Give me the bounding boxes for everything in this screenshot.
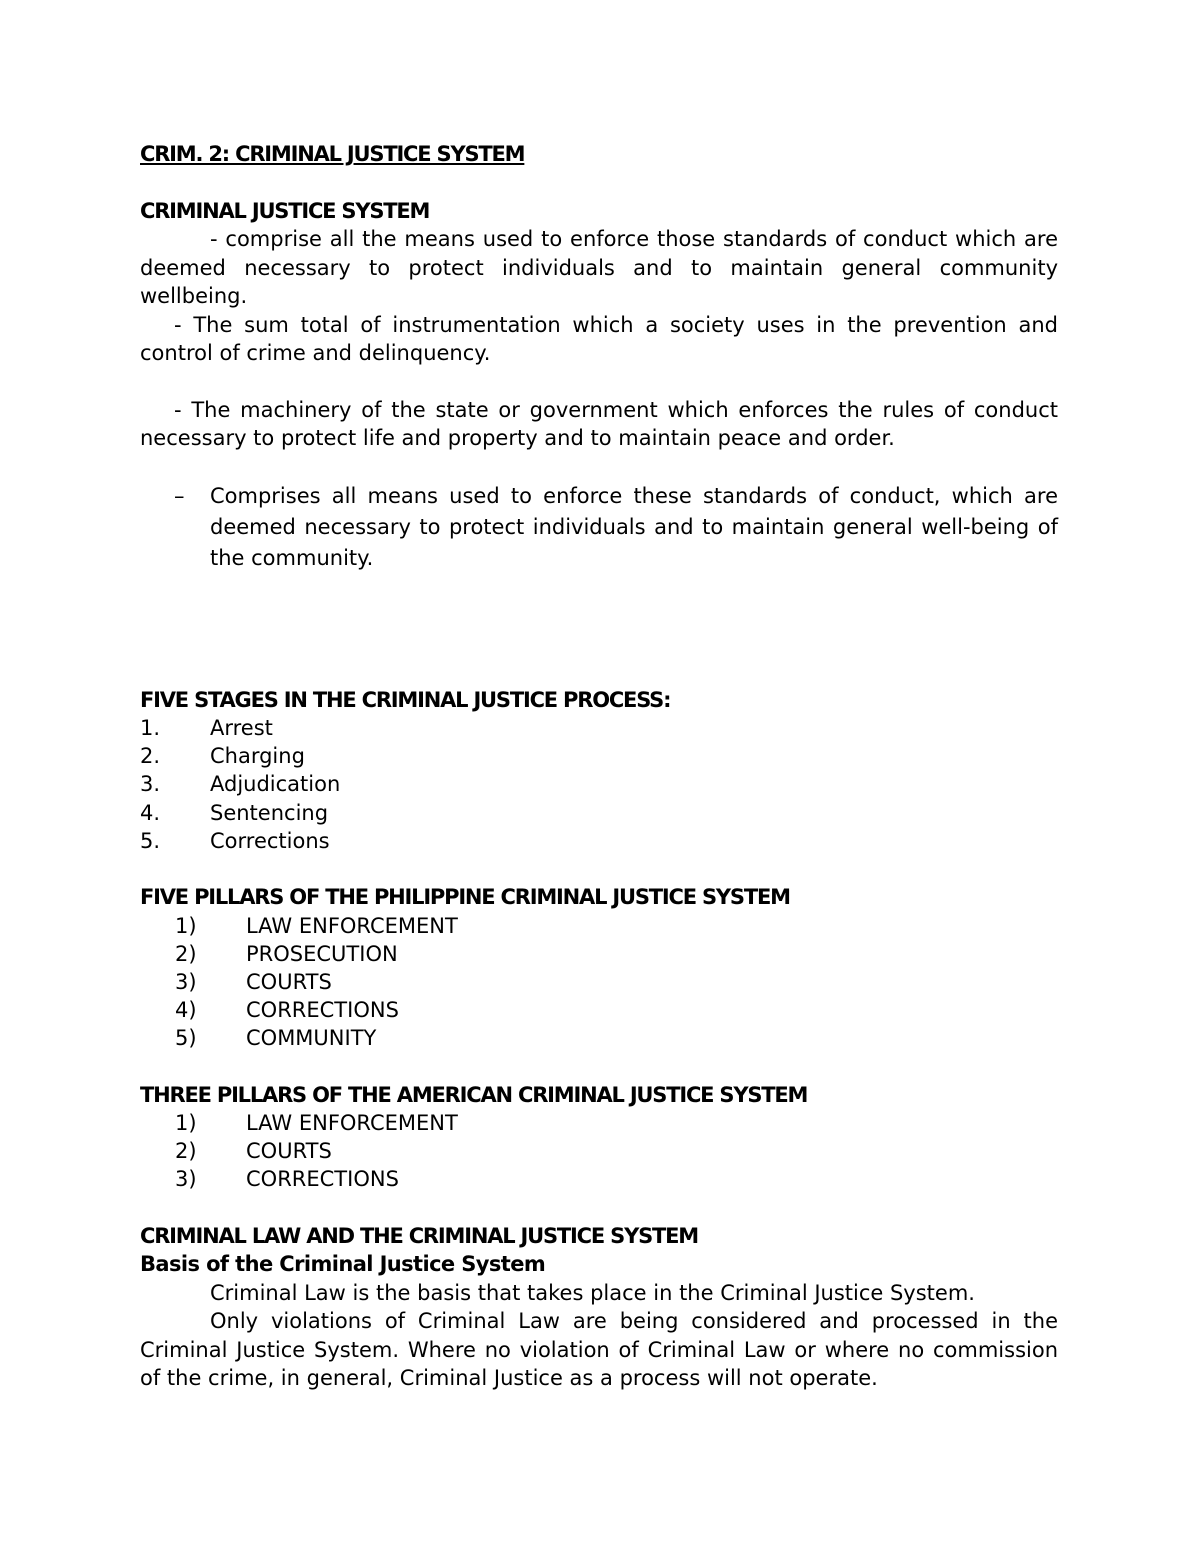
ph-pillars-heading: FIVE PILLARS OF THE PHILIPPINE CRIMINAL JUSTICE SYSTEM	[140, 885, 790, 910]
dash-bullet: –	[174, 483, 185, 508]
list-item: 3) COURTS	[175, 969, 332, 994]
list-item: 1. Arrest	[140, 716, 273, 740]
list-item: 1) LAW ENFORCEMENT	[175, 1111, 458, 1136]
list-item: 2) COURTS	[175, 1139, 332, 1164]
list-item: 5) COMMUNITY	[175, 1026, 377, 1051]
cjs-definition-1: - comprise all the means used to enforce those standards of conduct which are deemed necessary to protect individuals and to maintain general community wellbeing.	[140, 227, 1058, 308]
cjs-definition-4-text: Comprises all means used to enforce these standards of conduct, which are deemed necessary to protect individuals and to maintain general well-being of the community.	[210, 483, 1058, 570]
list-item: 4) CORRECTIONS	[175, 998, 399, 1023]
us-pillars-heading: THREE PILLARS OF THE AMERICAN CRIMINAL JUSTICE SYSTEM	[140, 1082, 808, 1107]
list-item: 1) LAW ENFORCEMENT	[175, 913, 458, 938]
law-subheading: Basis of the Criminal Justice System	[140, 1252, 546, 1277]
list-item: 4. Sentencing	[140, 800, 329, 825]
document-page	[140, 140, 1058, 1393]
law-heading: CRIMINAL LAW AND THE CRIMINAL JUSTICE SYSTEM	[140, 1223, 698, 1248]
law-paragraph-2: Only violations of Criminal Law are being considered and processed in the Criminal Justice System. Where no violation of Criminal Law or where no commission of the crime, in general, Criminal Justice as a process will not operate.	[140, 1309, 1058, 1391]
list-item: 2. Charging	[140, 744, 305, 769]
cjs-heading: CRIMINAL JUSTICE SYSTEM	[140, 198, 430, 223]
list-item: 3. Adjudication	[140, 772, 341, 797]
cjs-definition-4	[140, 481, 1058, 574]
list-item: 5. Corrections	[140, 828, 330, 853]
cjs-definition-2: - The sum total of instrumentation which a society uses in the prevention and control of crime and delinquency.	[140, 312, 1058, 365]
document-title: CRIM. 2: CRIMINAL JUSTICE SYSTEM	[140, 142, 525, 166]
cjs-definition-3: - The machinery of the state or government which enforces the rules of conduct necessary to protect life and property and to maintain peace and order.	[140, 397, 1058, 450]
law-paragraph-1: Criminal Law is the basis that takes place in the Criminal Justice System.	[210, 1280, 975, 1305]
list-item: 3) CORRECTIONS	[175, 1167, 399, 1192]
stages-heading: FIVE STAGES IN THE CRIMINAL JUSTICE PROCESS:	[140, 687, 671, 712]
list-item: 2) PROSECUTION	[175, 941, 398, 966]
